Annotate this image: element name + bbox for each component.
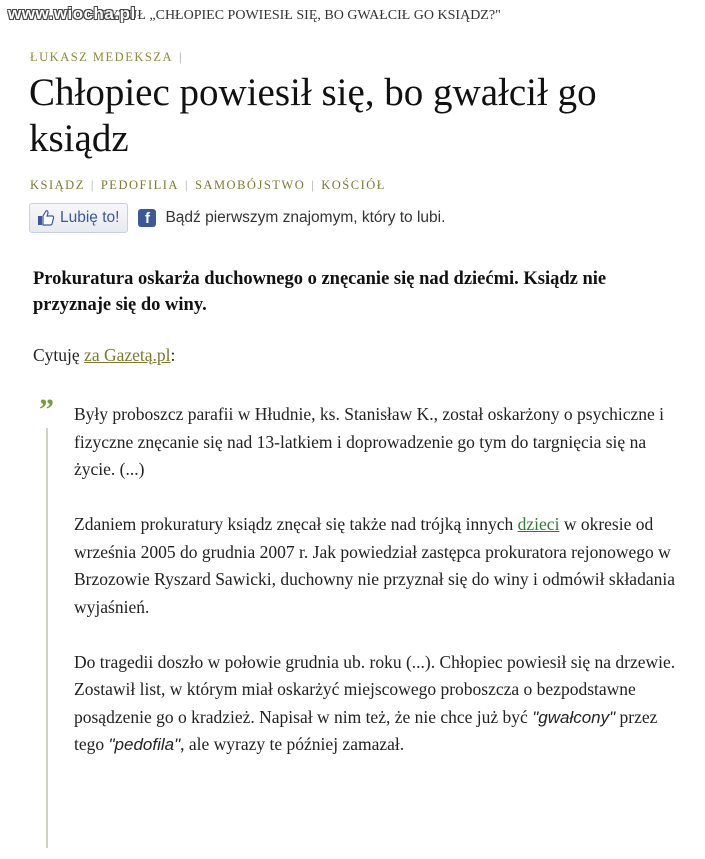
like-button[interactable]	[29, 203, 128, 233]
tag-pedofilia[interactable]: PEDOFILIA	[100, 178, 179, 192]
author-link[interactable]: ŁUKASZ MEDEKSZA	[30, 50, 173, 64]
thumbs-up-icon	[37, 209, 55, 227]
like-social-text: Bądź pierwszym znajomym, który to lubi.	[165, 209, 446, 226]
quote-italic-1: "gwałcony"	[532, 707, 616, 727]
tag-list: KSIĄDZ | PEDOFILIA | SAMOBÓJSTWO | KOŚCIÓŁ	[30, 178, 386, 192]
citation-line	[33, 345, 175, 366]
like-button-label: Lubię to!	[60, 209, 120, 226]
tag-kosciol[interactable]: KOŚCIÓŁ	[321, 178, 386, 192]
quote-italic-2: "pedofila"	[108, 735, 181, 754]
tag-ksiadz[interactable]: KSIĄDZ	[30, 178, 85, 192]
article-title: Chłopiec powiesił się, bo gwałcił go ksiądz	[29, 71, 597, 160]
citation-suffix: :	[170, 345, 176, 365]
quote-border	[46, 428, 48, 848]
author-line	[30, 50, 183, 65]
blockquote	[74, 401, 684, 786]
source-link[interactable]: za Gazetą.pl	[84, 345, 171, 365]
tag-samobojstwo[interactable]: SAMOBÓJSTWO	[194, 178, 306, 192]
quote-paragraph-3: Do tragedii doszło w połowie grudnia ub. roku (...). Chłopiec powiesił się na drzewie. Zostawił list, w którym miał oskarżyć miejscowego proboszcza o bezpodstawne posądzenie go o kradzież. Napisał w nim też, że nie chce już być "gwałcony" przez tego "pedofila", ale wyrazy te później zamazał.	[74, 651, 676, 754]
link-dzieci[interactable]: dzieci	[517, 514, 560, 534]
citation-prefix: Cytuję	[33, 345, 85, 365]
article-lead: Prokuratura oskarża duchownego o znęcanie się nad dziećmi. Ksiądz nie przyznaje się do winy.	[33, 269, 607, 315]
quote-paragraph-1: Były proboszcz parafii w Hłudnie, ks. Stanisław K., został oskarżony o psychiczne i fizyczne znęcanie się nad 13-latkiem i doprowadzenie go tym do targnięcia się na życie. (...)	[74, 404, 665, 479]
header-breadcrumb-title: RYTUŁ „CHŁOPIEC POWIESIŁ SIĘ, BO GWAŁCIŁ GO KSIĄDZ?"	[100, 8, 501, 23]
author-separator: |	[178, 50, 183, 64]
quote-paragraph-2: Zdaniem prokuratury ksiądz znęcał się także nad trójką innych dzieci w okresie od września 2005 do grudnia 2007 r. Jak powiedział zastępca prokuratora rejonowego w Brzozowie Ryszard Sawicki, duchowny nie przyznał się do winy i odmówił składania wyjaśnień.	[74, 514, 675, 617]
site-watermark: www.wiocha.pl	[8, 4, 136, 23]
quote-mark-icon: ”	[39, 393, 54, 426]
facebook-icon: f	[138, 209, 156, 227]
facebook-like-bar	[29, 201, 445, 235]
